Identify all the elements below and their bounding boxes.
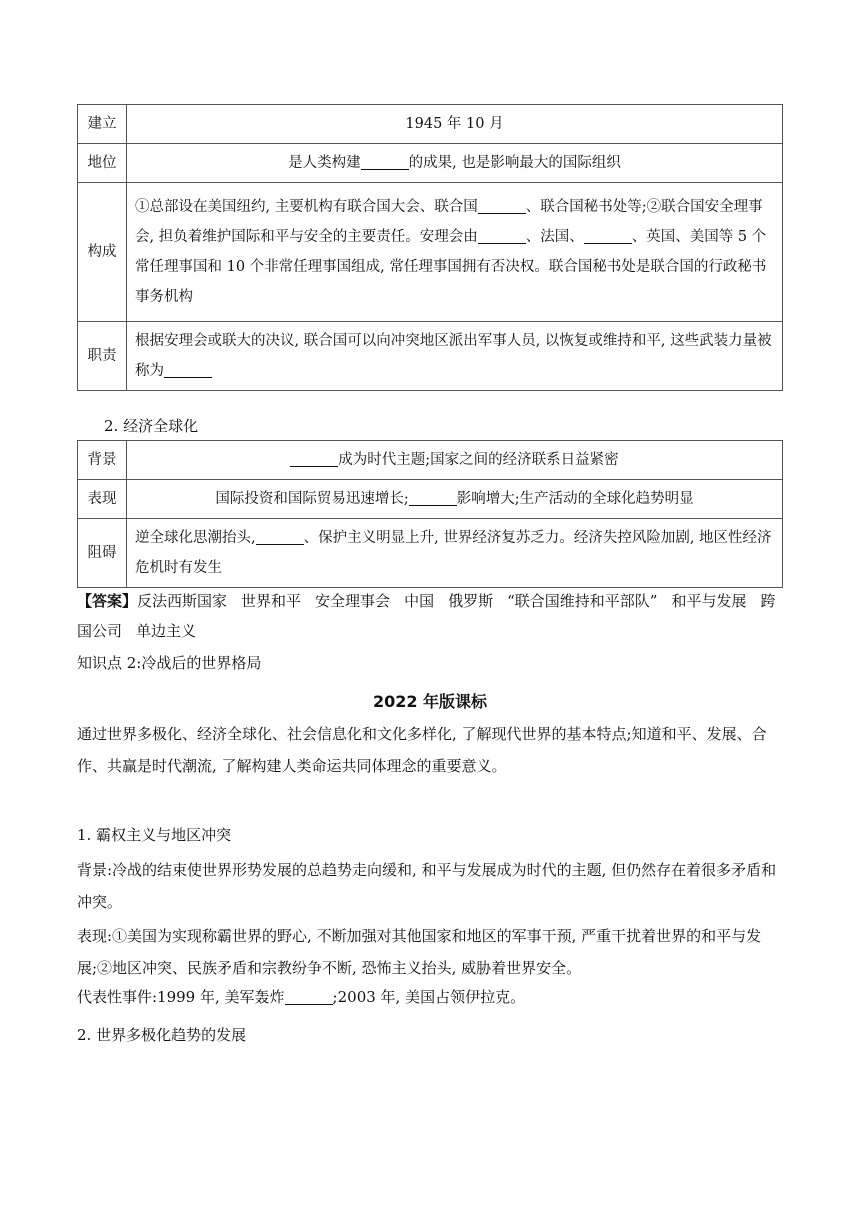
fill-blank: [409, 491, 457, 507]
fill-blank: [478, 229, 526, 245]
answer-item: 世界和平: [241, 592, 302, 610]
event-paragraph: 代表性事件:1999 年, 美军轰炸 ;2003 年, 美国占领伊拉克。: [77, 988, 526, 1006]
answer-item: 反法西斯国家: [137, 592, 228, 610]
answer-item: 俄罗斯: [448, 592, 494, 610]
answer-item: 单边主义: [136, 622, 197, 640]
table-row: [78, 441, 783, 480]
table-row: [78, 519, 783, 588]
section-heading: 2. 世界多极化趋势的发展: [77, 1026, 247, 1044]
background-paragraph: 背景:冷战的结束使世界形势发展的总趋势走向缓和, 和平与发展成为时代的主题, 但仍然存在着很多矛盾和冲突。: [77, 861, 777, 911]
row-content: 根据安理会或联大的决议, 联合国可以向冲突地区派出军事人员, 以恢复或维持和平, 这些武装力量被称为: [127, 322, 783, 391]
answer-item: 跨国公司: [77, 592, 776, 640]
un-table: [77, 104, 783, 391]
fill-blank: [361, 155, 409, 171]
row-content: 是人类构建 的成果, 也是影响最大的国际组织: [127, 144, 783, 183]
manifestation-paragraph: 表现:①美国为实现称霸世界的野心, 不断加强对其他国家和地区的军事干预, 严重干扰着世界的和平与发展;②地区冲突、民族矛盾和宗教纷争不断, 恐怖主义抬头, 威胁着世界安全。: [77, 927, 762, 977]
row-header: 职责: [78, 322, 127, 391]
row-header: 表现: [78, 480, 127, 519]
fill-blank: [478, 199, 526, 215]
answer-tag: 【答案】: [77, 592, 138, 610]
row-content: ①总部设在美国纽约, 主要机构有联合国大会、联合国 、联合国秘书处等;②联合国安全理事会, 担负着维护国际和平与安全的主要责任。安理会由 、法国、 、英国、美国等 5 个常任理事国和 10 个非常任理事国组成, 常任理事国拥有否决权。联合国秘书处是联合国的行政秘书事务机构: [127, 183, 783, 322]
row-content: 逆全球化思潮抬头, 、保护主义明显上升, 世界经济复苏乏力。经济失控风险加剧, 地区性经济危机时有发生: [127, 519, 783, 588]
row-content: 成为时代主题;国家之间的经济联系日益紧密: [127, 441, 783, 480]
row-header: 建立: [78, 105, 127, 144]
section-heading: 1. 霸权主义与地区冲突: [77, 826, 232, 844]
table-row: [78, 322, 783, 391]
answer-item: 安全理事会: [315, 592, 391, 610]
row-header: 构成: [78, 183, 127, 322]
fill-blank: [584, 229, 632, 245]
fill-blank: [164, 363, 212, 379]
row-content: 国际投资和国际贸易迅速增长; 影响增大;生产活动的全球化趋势明显: [127, 480, 783, 519]
table-row: [78, 480, 783, 519]
answer-block: [77, 586, 783, 646]
globalization-table: [77, 440, 783, 588]
fill-blank: [285, 989, 333, 1005]
table-row: [78, 144, 783, 183]
answer-item: “联合国维持和平部队”: [507, 592, 658, 610]
fill-blank: [290, 452, 338, 468]
row-content: 1945 年 10 月: [127, 105, 783, 144]
standard-text: 通过世界多极化、经济全球化、社会信息化和文化多样化, 了解现代世界的基本特点;知道和平、发展、合作、共赢是时代潮流, 了解构建人类命运共同体理念的重要意义。: [77, 725, 767, 775]
answer-item: 和平与发展: [671, 592, 747, 610]
row-header: 背景: [78, 441, 127, 480]
table-row: [78, 183, 783, 322]
row-header: 地位: [78, 144, 127, 183]
table-row: [78, 105, 783, 144]
row-header: 阻碍: [78, 519, 127, 588]
standard-title: 2022 年版课标: [372, 692, 488, 711]
section-title: 2. 经济全球化: [104, 417, 199, 435]
fill-blank: [256, 530, 304, 546]
knowledge-point-heading: 知识点 2:冷战后的世界格局: [77, 654, 262, 672]
answer-item: 中国: [404, 592, 435, 610]
